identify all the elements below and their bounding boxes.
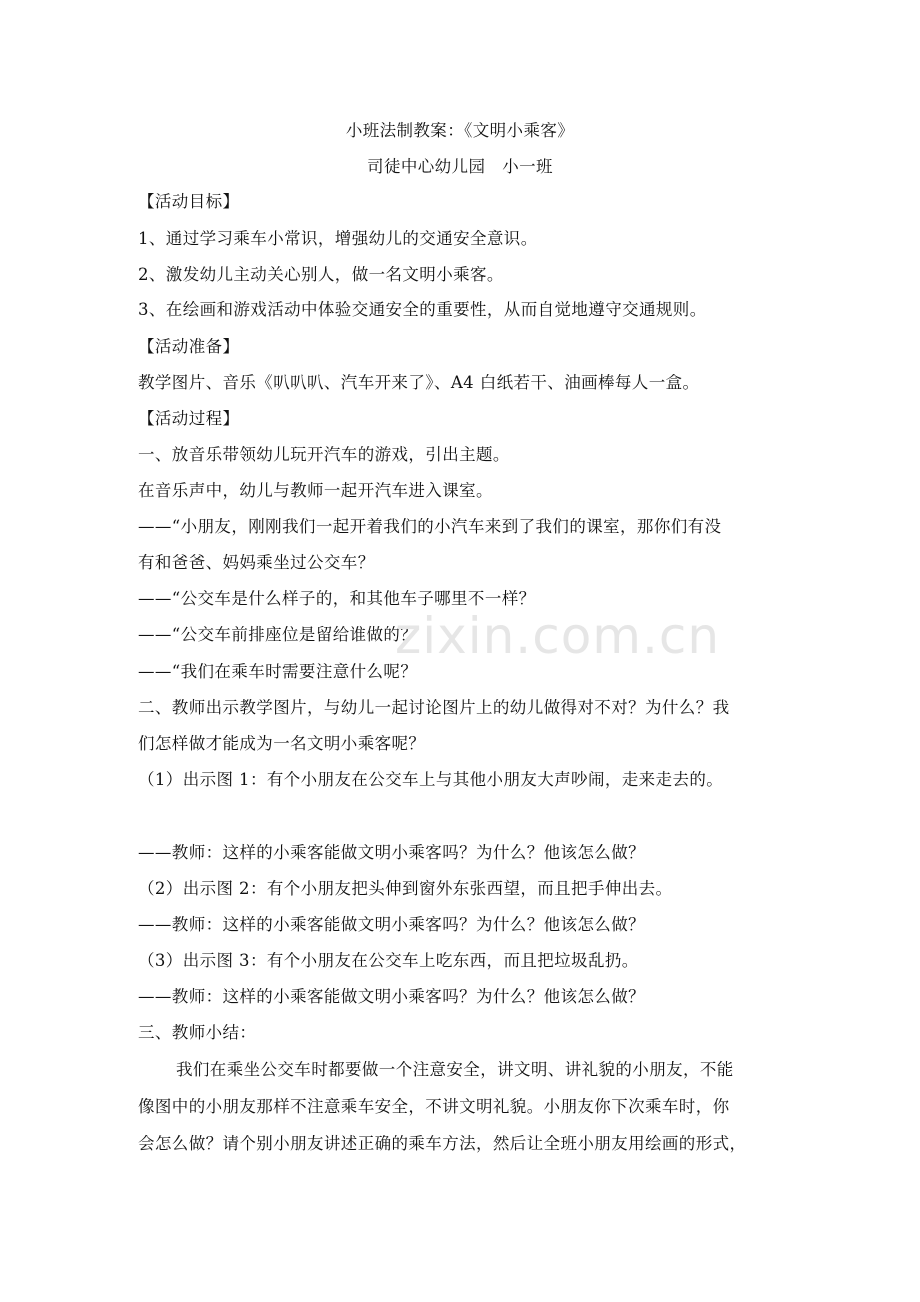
teacher-question: ——教师：这样的小乘客能做文明小乘客吗？为什么？他该怎么做？ xyxy=(138,915,645,934)
goal-1: 1、通过学习乘车小常识，增强幼儿的交通安全意识。 xyxy=(138,229,538,248)
paragraph-line: ——“小朋友，刚刚我们一起开着我们的小汽车来到了我们的课室，那你们有没 xyxy=(138,517,722,536)
picture-1-desc: （1）出示图 1：有个小朋友在公交车上与其他小朋友大声吵闹，走来走去的。 xyxy=(138,770,724,789)
teacher-question: ——教师：这样的小乘客能做文明小乘客吗？为什么？他该怎么做？ xyxy=(138,987,645,1006)
step-1-heading: 一、放音乐带领幼儿玩开汽车的游戏，引出主题。 xyxy=(138,445,510,464)
summary-paragraph: 像图中的小朋友那样不注意乘车安全，不讲文明礼貌。小朋友你下次乘车时，你 xyxy=(138,1097,730,1116)
step-3-heading: 三、教师小结： xyxy=(138,1023,257,1042)
goal-3: 3、在绘画和游戏活动中体验交通安全的重要性，从而自觉地遵守交通规则。 xyxy=(138,300,707,319)
section-heading-prep: 【活动准备】 xyxy=(138,337,240,356)
watermark: zixin.com.cn xyxy=(395,607,721,665)
paragraph-line: ——“公交车前排座位是留给谁做的？ xyxy=(138,625,418,644)
step-2-heading: 二、教师出示教学图片，与幼儿一起讨论图片上的幼儿做得对不对？为什么？我 xyxy=(138,698,730,717)
doc-subtitle: 司徒中心幼儿园 小一班 xyxy=(367,157,553,176)
doc-title: 小班法制教案：《文明小乘客》 xyxy=(345,121,575,140)
teacher-question: ——教师：这样的小乘客能做文明小乘客吗？为什么？他该怎么做？ xyxy=(138,843,645,862)
paragraph-line: 们怎样做才能成为一名文明小乘客呢？ xyxy=(138,734,426,753)
summary-paragraph: 会怎么做？请个别小朋友讲述正确的乘车方法，然后让全班小朋友用绘画的形式， xyxy=(138,1134,747,1153)
paragraph-line: 在音乐声中，幼儿与教师一起开汽车进入课室。 xyxy=(138,481,493,500)
picture-3-desc: （3）出示图 3：有个小朋友在公交车上吃东西，而且把垃圾乱扔。 xyxy=(138,951,639,970)
paragraph-line: ——“我们在乘车时需要注意什么呢？ xyxy=(138,662,418,681)
picture-2-desc: （2）出示图 2：有个小朋友把头伸到窗外东张西望，而且把手伸出去。 xyxy=(138,879,673,898)
paragraph-line: ——“公交车是什么样子的，和其他车子哪里不一样？ xyxy=(138,589,536,608)
summary-paragraph: 我们在乘坐公交车时都要做一个注意安全，讲文明、讲礼貌的小朋友，不能 xyxy=(176,1060,734,1079)
section-heading-process: 【活动过程】 xyxy=(138,409,240,428)
section-heading-goals: 【活动目标】 xyxy=(138,192,240,211)
prep-materials: 教学图片、音乐《叭叭叭、汽车开来了》、A4 白纸若干、油画棒每人一盒。 xyxy=(138,373,700,392)
goal-2: 2、激发幼儿主动关心别人，做一名文明小乘客。 xyxy=(138,265,504,284)
paragraph-line: 有和爸爸、妈妈乘坐过公交车？ xyxy=(138,553,375,572)
